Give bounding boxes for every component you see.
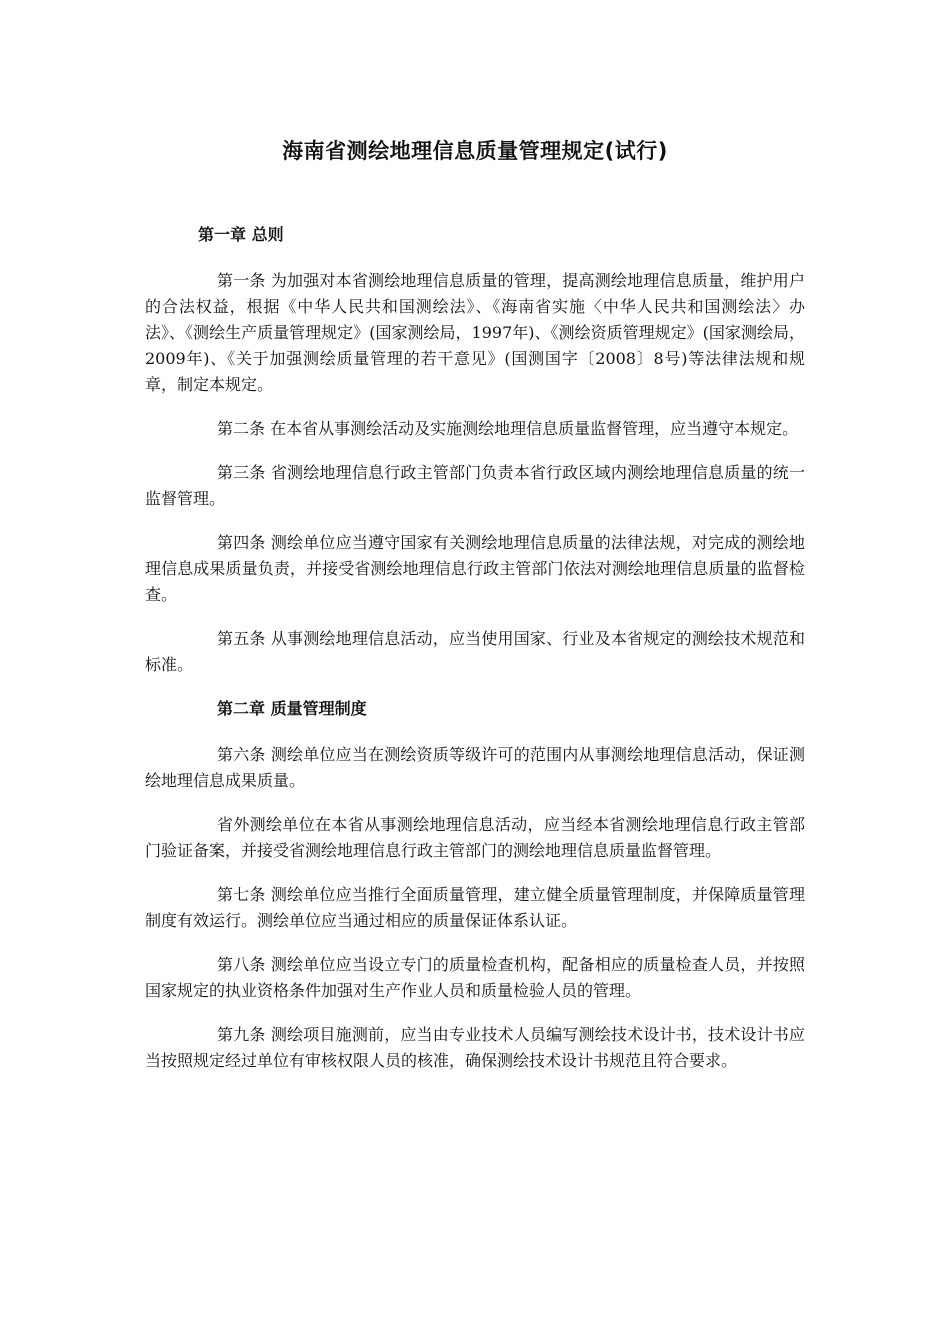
article-paragraph: 第六条 测绘单位应当在测绘资质等级许可的范围内从事测绘地理信息活动，保证测绘地理信息成果质量。 <box>145 745 805 790</box>
article-paragraph: 第五条 从事测绘地理信息活动，应当使用国家、行业及本省规定的测绘技术规范和标准。 <box>145 629 805 674</box>
article-paragraph: 第一条 为加强对本省测绘地理信息质量的管理，提高测绘地理信息质量，维护用户的合法权益，根据《中华人民共和国测绘法》、《海南省实施〈中华人民共和国测绘法〉办法》、《测绘生产质量管理规定》(国家测绘局，1997年)、《测绘资质管理规定》(国家测绘局，2009年)、《关于加强测绘质量管理的若干意见》(国测国字〔2008〕8号)等法律法规和规章，制定本规定。 <box>145 271 805 394</box>
chapter-heading: 第一章 总则 <box>198 225 284 244</box>
article-paragraph: 第三条 省测绘地理信息行政主管部门负责本省行政区域内测绘地理信息质量的统一监督管理。 <box>145 463 805 508</box>
article-paragraph: 第七条 测绘单位应当推行全面质量管理，建立健全质量管理制度，并保障质量管理制度有效运行。测绘单位应当通过相应的质量保证体系认证。 <box>145 885 805 930</box>
article-paragraph: 第二条 在本省从事测绘活动及实施测绘地理信息质量监督管理，应当遵守本规定。 <box>217 419 799 438</box>
document-title: 海南省测绘地理信息质量管理规定(试行) <box>282 139 668 163</box>
article-paragraph: 第八条 测绘单位应当设立专门的质量检查机构，配备相应的质量检查人员，并按照国家规定的执业资格条件加强对生产作业人员和质量检验人员的管理。 <box>145 955 805 1000</box>
article-paragraph: 第九条 测绘项目施测前，应当由专业技术人员编写测绘技术设计书，技术设计书应当按照规定经过单位有审核权限人员的核准，确保测绘技术设计书规范且符合要求。 <box>145 1025 805 1070</box>
article-paragraph: 第四条 测绘单位应当遵守国家有关测绘地理信息质量的法律法规，对完成的测绘地理信息成果质量负责，并接受省测绘地理信息行政主管部门依法对测绘地理信息质量的监督检查。 <box>145 533 805 604</box>
document-body <box>145 222 805 1092</box>
article-paragraph: 省外测绘单位在本省从事测绘地理信息活动，应当经本省测绘地理信息行政主管部门验证备案，并接受省测绘地理信息行政主管部门的测绘地理信息质量监督管理。 <box>145 815 805 860</box>
chapter-heading: 第二章 质量管理制度 <box>217 699 367 718</box>
